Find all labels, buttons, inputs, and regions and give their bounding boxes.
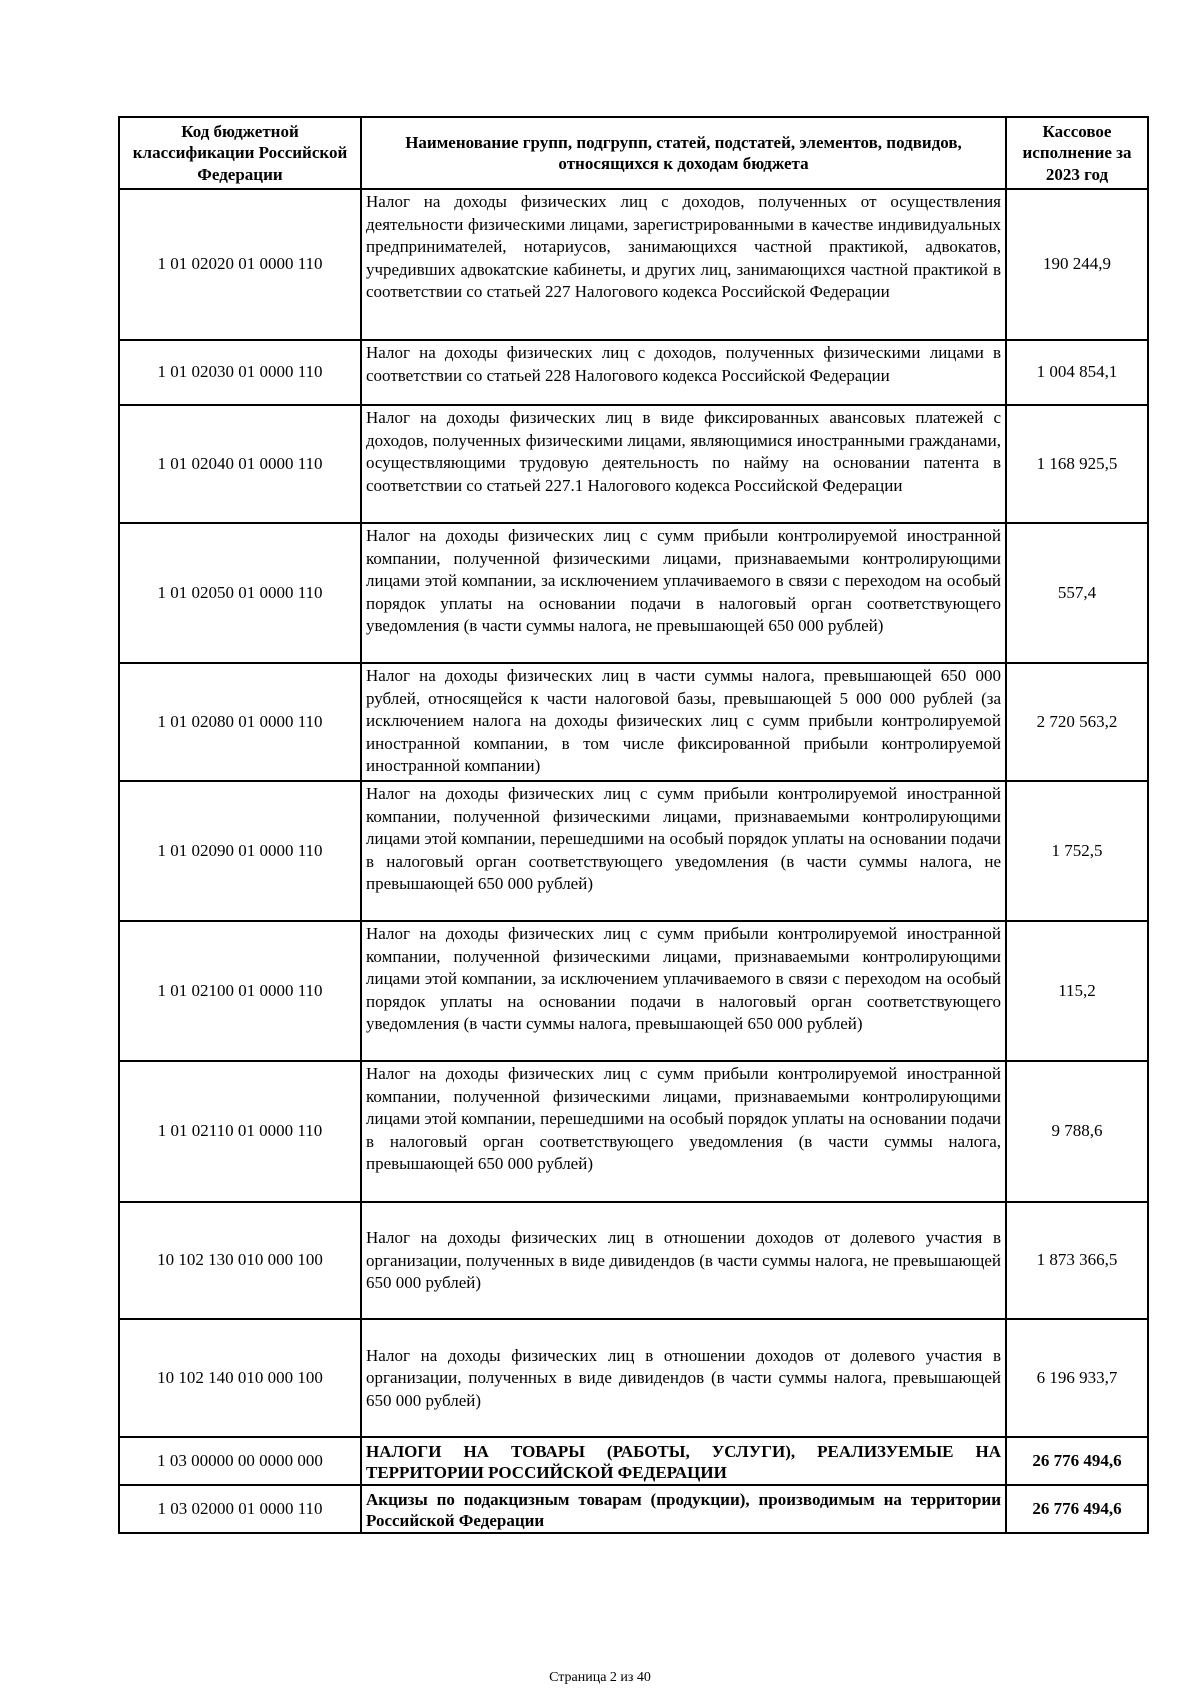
- row-code: 1 01 02090 01 0000 110: [119, 781, 361, 921]
- row-code: 1 01 02100 01 0000 110: [119, 921, 361, 1061]
- row-name: Налог на доходы физических лиц в отношении доходов от долевого участия в организации, полученных в виде дивидендов (в части суммы налога, превышающей 650 000 рублей): [361, 1319, 1006, 1437]
- row-code: 1 03 02000 01 0000 110: [119, 1485, 361, 1533]
- table-row: [119, 781, 1148, 921]
- table-row: [119, 1485, 1148, 1533]
- table-row: [119, 405, 1148, 523]
- row-name: Налог на доходы физических лиц с доходов, полученных от осуществления деятельности физическими лицами, зарегистрированными в качестве индивидуальных предпринимателей, нотариусов, занимающихся частной практикой, адвокатов, учредивших адвокатские кабинеты, и других лиц, занимающихся частной практикой в соответствии со статьей 227 Налогового кодекса Российской Федерации: [361, 189, 1006, 340]
- table-row: [119, 1202, 1148, 1319]
- row-name: Налог на доходы физических лиц с доходов, полученных физическими лицами в соответствии со статьей 228 Налогового кодекса Российской Федерации: [361, 340, 1006, 405]
- header-name: Наименование групп, подгрупп, статей, подстатей, элементов, подвидов, относящихся к доходам бюджета: [361, 117, 1006, 189]
- row-sum: 26 776 494,6: [1006, 1485, 1148, 1533]
- table-row: [119, 663, 1148, 781]
- table-row: [119, 921, 1148, 1061]
- row-code: 1 01 02110 01 0000 110: [119, 1061, 361, 1202]
- row-sum: 2 720 563,2: [1006, 663, 1148, 781]
- table-row: [119, 1437, 1148, 1485]
- row-sum: 115,2: [1006, 921, 1148, 1061]
- header-code: Код бюджетной классификации Российской Федерации: [119, 117, 361, 189]
- row-name: Налог на доходы физических лиц с сумм прибыли контролируемой иностранной компании, полученной физическими лицами, признаваемыми контролирующими лицами этой компании, перешедшими на особый порядок уплаты на основании подачи в налоговый орган соответствующего уведомления (в части суммы налога, превышающей 650 000 рублей): [361, 1061, 1006, 1202]
- row-sum: 6 196 933,7: [1006, 1319, 1148, 1437]
- row-code: 1 01 02080 01 0000 110: [119, 663, 361, 781]
- header-row: [119, 117, 1148, 189]
- row-sum: 1 168 925,5: [1006, 405, 1148, 523]
- table-row: [119, 523, 1148, 663]
- table-row: [119, 1061, 1148, 1202]
- table-row: [119, 1319, 1148, 1437]
- row-sum: 1 752,5: [1006, 781, 1148, 921]
- row-sum: 190 244,9: [1006, 189, 1148, 340]
- row-name: НАЛОГИ НА ТОВАРЫ (РАБОТЫ, УСЛУГИ), РЕАЛИЗУЕМЫЕ НА ТЕРРИТОРИИ РОССИЙСКОЙ ФЕДЕРАЦИИ: [361, 1437, 1006, 1485]
- table-body: [119, 189, 1148, 1533]
- row-sum: 9 788,6: [1006, 1061, 1148, 1202]
- row-code: 10 102 140 010 000 100: [119, 1319, 361, 1437]
- row-code: 1 01 02040 01 0000 110: [119, 405, 361, 523]
- row-name: Налог на доходы физических лиц с сумм прибыли контролируемой иностранной компании, полученной физическими лицами, признаваемыми контролирующими лицами этой компании, за исключением уплачиваемого в связи с переходом на особый порядок уплаты на основании подачи в налоговый орган соответствующего уведомления (в части суммы налога, превышающей 650 000 рублей): [361, 921, 1006, 1061]
- row-code: 1 01 02020 01 0000 110: [119, 189, 361, 340]
- table-row: [119, 340, 1148, 405]
- row-name: Налог на доходы физических лиц в виде фиксированных авансовых платежей с доходов, полученных физическими лицами, являющимися иностранными гражданами, осуществляющими трудовую деятельность по найму на основании патента в соответствии со статьей 227.1 Налогового кодекса Российской Федерации: [361, 405, 1006, 523]
- row-code: 1 03 00000 00 0000 000: [119, 1437, 361, 1485]
- row-sum: 557,4: [1006, 523, 1148, 663]
- header-sum: Кассовое исполнение за 2023 год: [1006, 117, 1148, 189]
- row-sum: 26 776 494,6: [1006, 1437, 1148, 1485]
- row-name: Налог на доходы физических лиц с сумм прибыли контролируемой иностранной компании, полученной физическими лицами, признаваемыми контролирующими лицами этой компании, за исключением уплачиваемого в связи с переходом на особый порядок уплаты на основании подачи в налоговый орган соответствующего уведомления (в части суммы налога, не превышающей 650 000 рублей): [361, 523, 1006, 663]
- page-number: Страница 2 из 40: [549, 1670, 651, 1685]
- row-name: Налог на доходы физических лиц в части суммы налога, превышающей 650 000 рублей, относящейся к части налоговой базы, превышающей 5 000 000 рублей (за исключением налога на доходы физических лиц с сумм прибыли контролируемой иностранной компании, в том числе фиксированной прибыли контролируемой иностранной компании): [361, 663, 1006, 781]
- row-name: Налог на доходы физических лиц в отношении доходов от долевого участия в организации, полученных в виде дивидендов (в части суммы налога, не превышающей 650 000 рублей): [361, 1202, 1006, 1319]
- table-row: [119, 189, 1148, 340]
- row-name: Акцизы по подакцизным товарам (продукции), производимым на территории Российской Федерации: [361, 1485, 1006, 1533]
- row-code: 1 01 02050 01 0000 110: [119, 523, 361, 663]
- row-sum: 1 004 854,1: [1006, 340, 1148, 405]
- revenue-table: [118, 116, 1149, 1534]
- row-name: Налог на доходы физических лиц с сумм прибыли контролируемой иностранной компании, полученной физическими лицами, признаваемыми контролирующими лицами этой компании, перешедшими на особый порядок уплаты на основании подачи в налоговый орган соответствующего уведомления (в части суммы налога, не превышающей 650 000 рублей): [361, 781, 1006, 921]
- row-code: 1 01 02030 01 0000 110: [119, 340, 361, 405]
- row-code: 10 102 130 010 000 100: [119, 1202, 361, 1319]
- table-header: [119, 117, 1148, 189]
- row-sum: 1 873 366,5: [1006, 1202, 1148, 1319]
